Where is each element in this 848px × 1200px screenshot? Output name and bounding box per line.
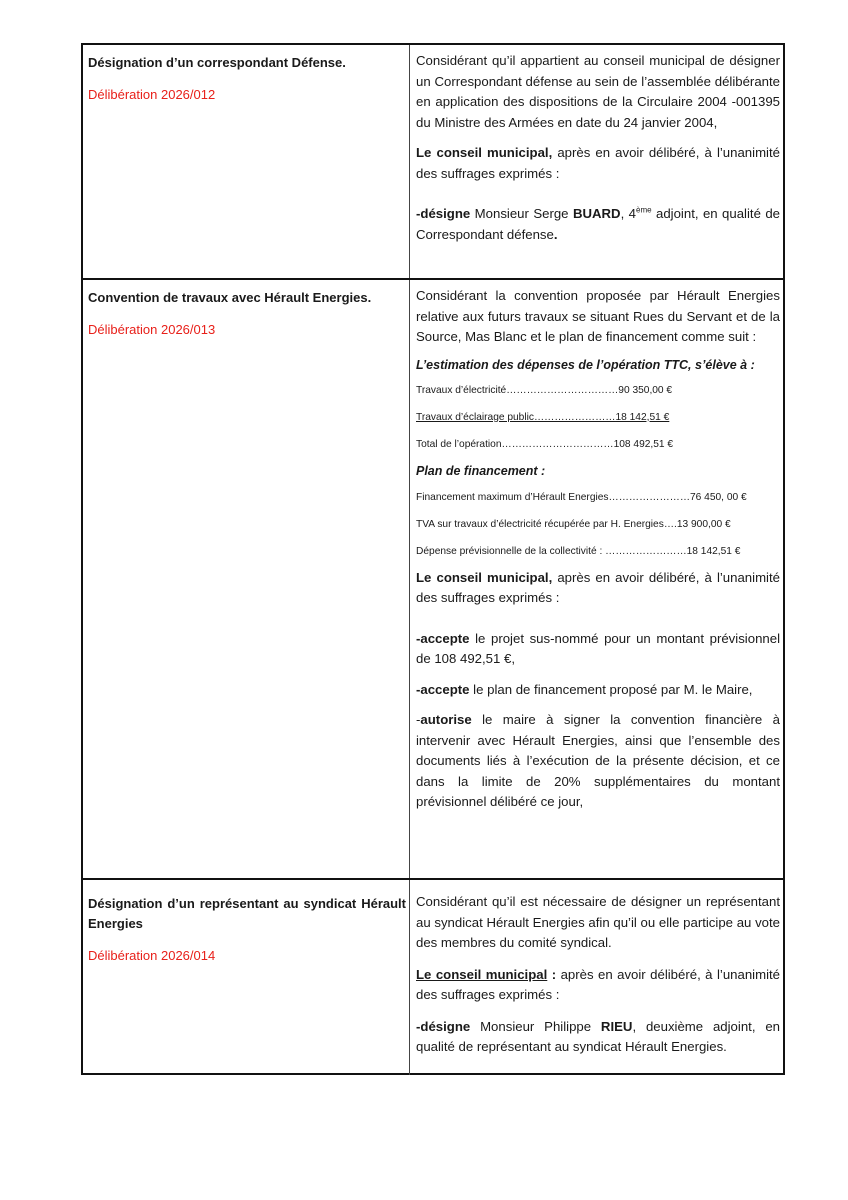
decision-text: , en qualité de Correspondant défense [416,206,781,242]
line-label: Dépense prévisionnelle de la collectivité : …………………… [416,545,687,557]
decision-paragraph [416,680,780,701]
decision-prefix: - [416,712,421,727]
line-label: TVA sur travaux d’électricité récupérée par H. Energies…. [416,518,677,530]
estimation-line [416,410,780,426]
decision-text: le plan de financement proposé par M. le Maire, [469,681,753,697]
column-divider [409,880,410,1075]
subject-title: Convention de travaux avec Hérault Energies. [88,290,372,305]
line-amount: 18 142,51 € [615,411,670,423]
decision-text: , 4 [620,206,637,221]
estimation-total-line [416,437,780,453]
conseil-paragraph [416,965,780,1006]
line-label: Financement maximum d’Hérault Energies…………………… [416,491,691,503]
ordinal-superscript: ème [636,205,652,215]
considerant-paragraph: Considérant qu’il appartient au conseil municipal de désigner un Correspondant défense au sein de l’assemblée délibérante en application des dispositions de la Circulaire 2004 -001395 du Ministre des Armées en date du 24 janvier 2004, [416,53,780,130]
conseil-label: Le conseil municipal, [416,569,553,585]
deliberations-table [81,43,785,1075]
person-name: RIEU [600,1018,633,1034]
line-amount: 76 450, 00 € [690,491,747,503]
conseil-text: après en avoir délibéré, à l’unanimité des suffrages exprimés : [416,145,780,181]
estimation-line [416,383,780,399]
column-divider [409,45,410,278]
subject-title: Désignation d’un correspondant Défense. [88,55,346,70]
row-content-cell [416,51,780,245]
decision-verb: autorise [420,712,472,727]
decision-verb: -accepte [416,630,470,646]
conseil-colon: : [547,966,557,982]
deliberation-number: Délibération 2026/012 [88,87,216,102]
line-amount: 90 350,00 € [618,384,673,396]
financement-line [416,490,780,506]
decision-text: le maire à signer la convention financière à intervenir avec Hérault Energies, ainsi que l’ensemble des documents liés à l’exécution de la présente décision, et ce dans la limite de 20% supplémentaires du montant prévisionnel délibéré ce jour, [416,712,780,809]
row-subject-cell [88,894,406,966]
decision-text: , deuxième adjoint, en qualité de représentant au syndicat Hérault Energies. [416,1018,780,1054]
line-amount: 13 900,00 € [676,518,731,530]
financement-heading: Plan de financement : [416,463,546,478]
line-amount: 108 492,51 € [613,438,674,450]
row-content-cell [416,286,780,813]
row-subject-cell [88,53,406,105]
deliberation-number: Délibération 2026/013 [88,322,216,337]
decision-text: le projet sus-nommé pour un montant prévisionnel de 108 492,51 €, [416,630,780,666]
decision-verb: -accepte [416,681,470,697]
considerant-paragraph: Considérant qu’il est nécessaire de désigner un représentant au syndicat Hérault Energies afin qu’il ou elle participe au vote des membres du comité syndical. [416,894,780,950]
table-row-2026-013 [83,280,783,880]
line-label: Total de l’opération…………………………… [416,438,614,450]
considerant-paragraph: Considérant la convention proposée par Hérault Energies relative aux futurs travaux se situant Rues du Servant et de la Source, Mas Blanc et le plan de financement comme suit : [416,288,780,344]
decision-verb: -désigne [416,206,471,221]
decision-text: adjoint [651,206,695,221]
deliberation-number: Délibération 2026/014 [88,948,216,963]
decision-verb: -désigne [416,1018,471,1034]
subject-title: Désignation d’un représentant au syndicat Hérault Energies [88,896,406,931]
table-row-2026-012 [83,45,783,280]
decision-paragraph [416,1017,780,1058]
person-name: BUARD [572,206,621,221]
row-content-cell [416,892,780,1058]
table-row-2026-014 [83,880,783,1075]
line-amount: 18 142,51 € [686,545,741,557]
line-label: Travaux d’éclairage public…………………… [416,411,616,423]
conseil-label: Le conseil municipal [416,966,548,982]
conseil-text: après en avoir délibéré, à l’unanimité des suffrages exprimés : [416,569,780,605]
decision-paragraph [416,710,780,813]
conseil-paragraph [416,143,780,184]
decision-paragraph [416,629,780,670]
estimation-heading: L’estimation des dépenses de l’opération TTC, s’élève à : [416,357,755,372]
financement-line [416,517,780,533]
conseil-label: Le conseil municipal, [416,145,553,160]
line-label: Travaux d’électricité…………………………… [416,384,619,396]
row-subject-cell [88,288,406,340]
decision-text: Monsieur Philippe [470,1018,601,1034]
decision-text: Monsieur Serge [470,206,573,221]
decision-paragraph [416,204,780,245]
column-divider [409,280,410,878]
conseil-text: après en avoir délibéré, à l’unanimité des suffrages exprimés : [416,966,780,1002]
conseil-paragraph [416,568,780,609]
financement-line [416,544,780,560]
decision-end: . [553,226,558,242]
